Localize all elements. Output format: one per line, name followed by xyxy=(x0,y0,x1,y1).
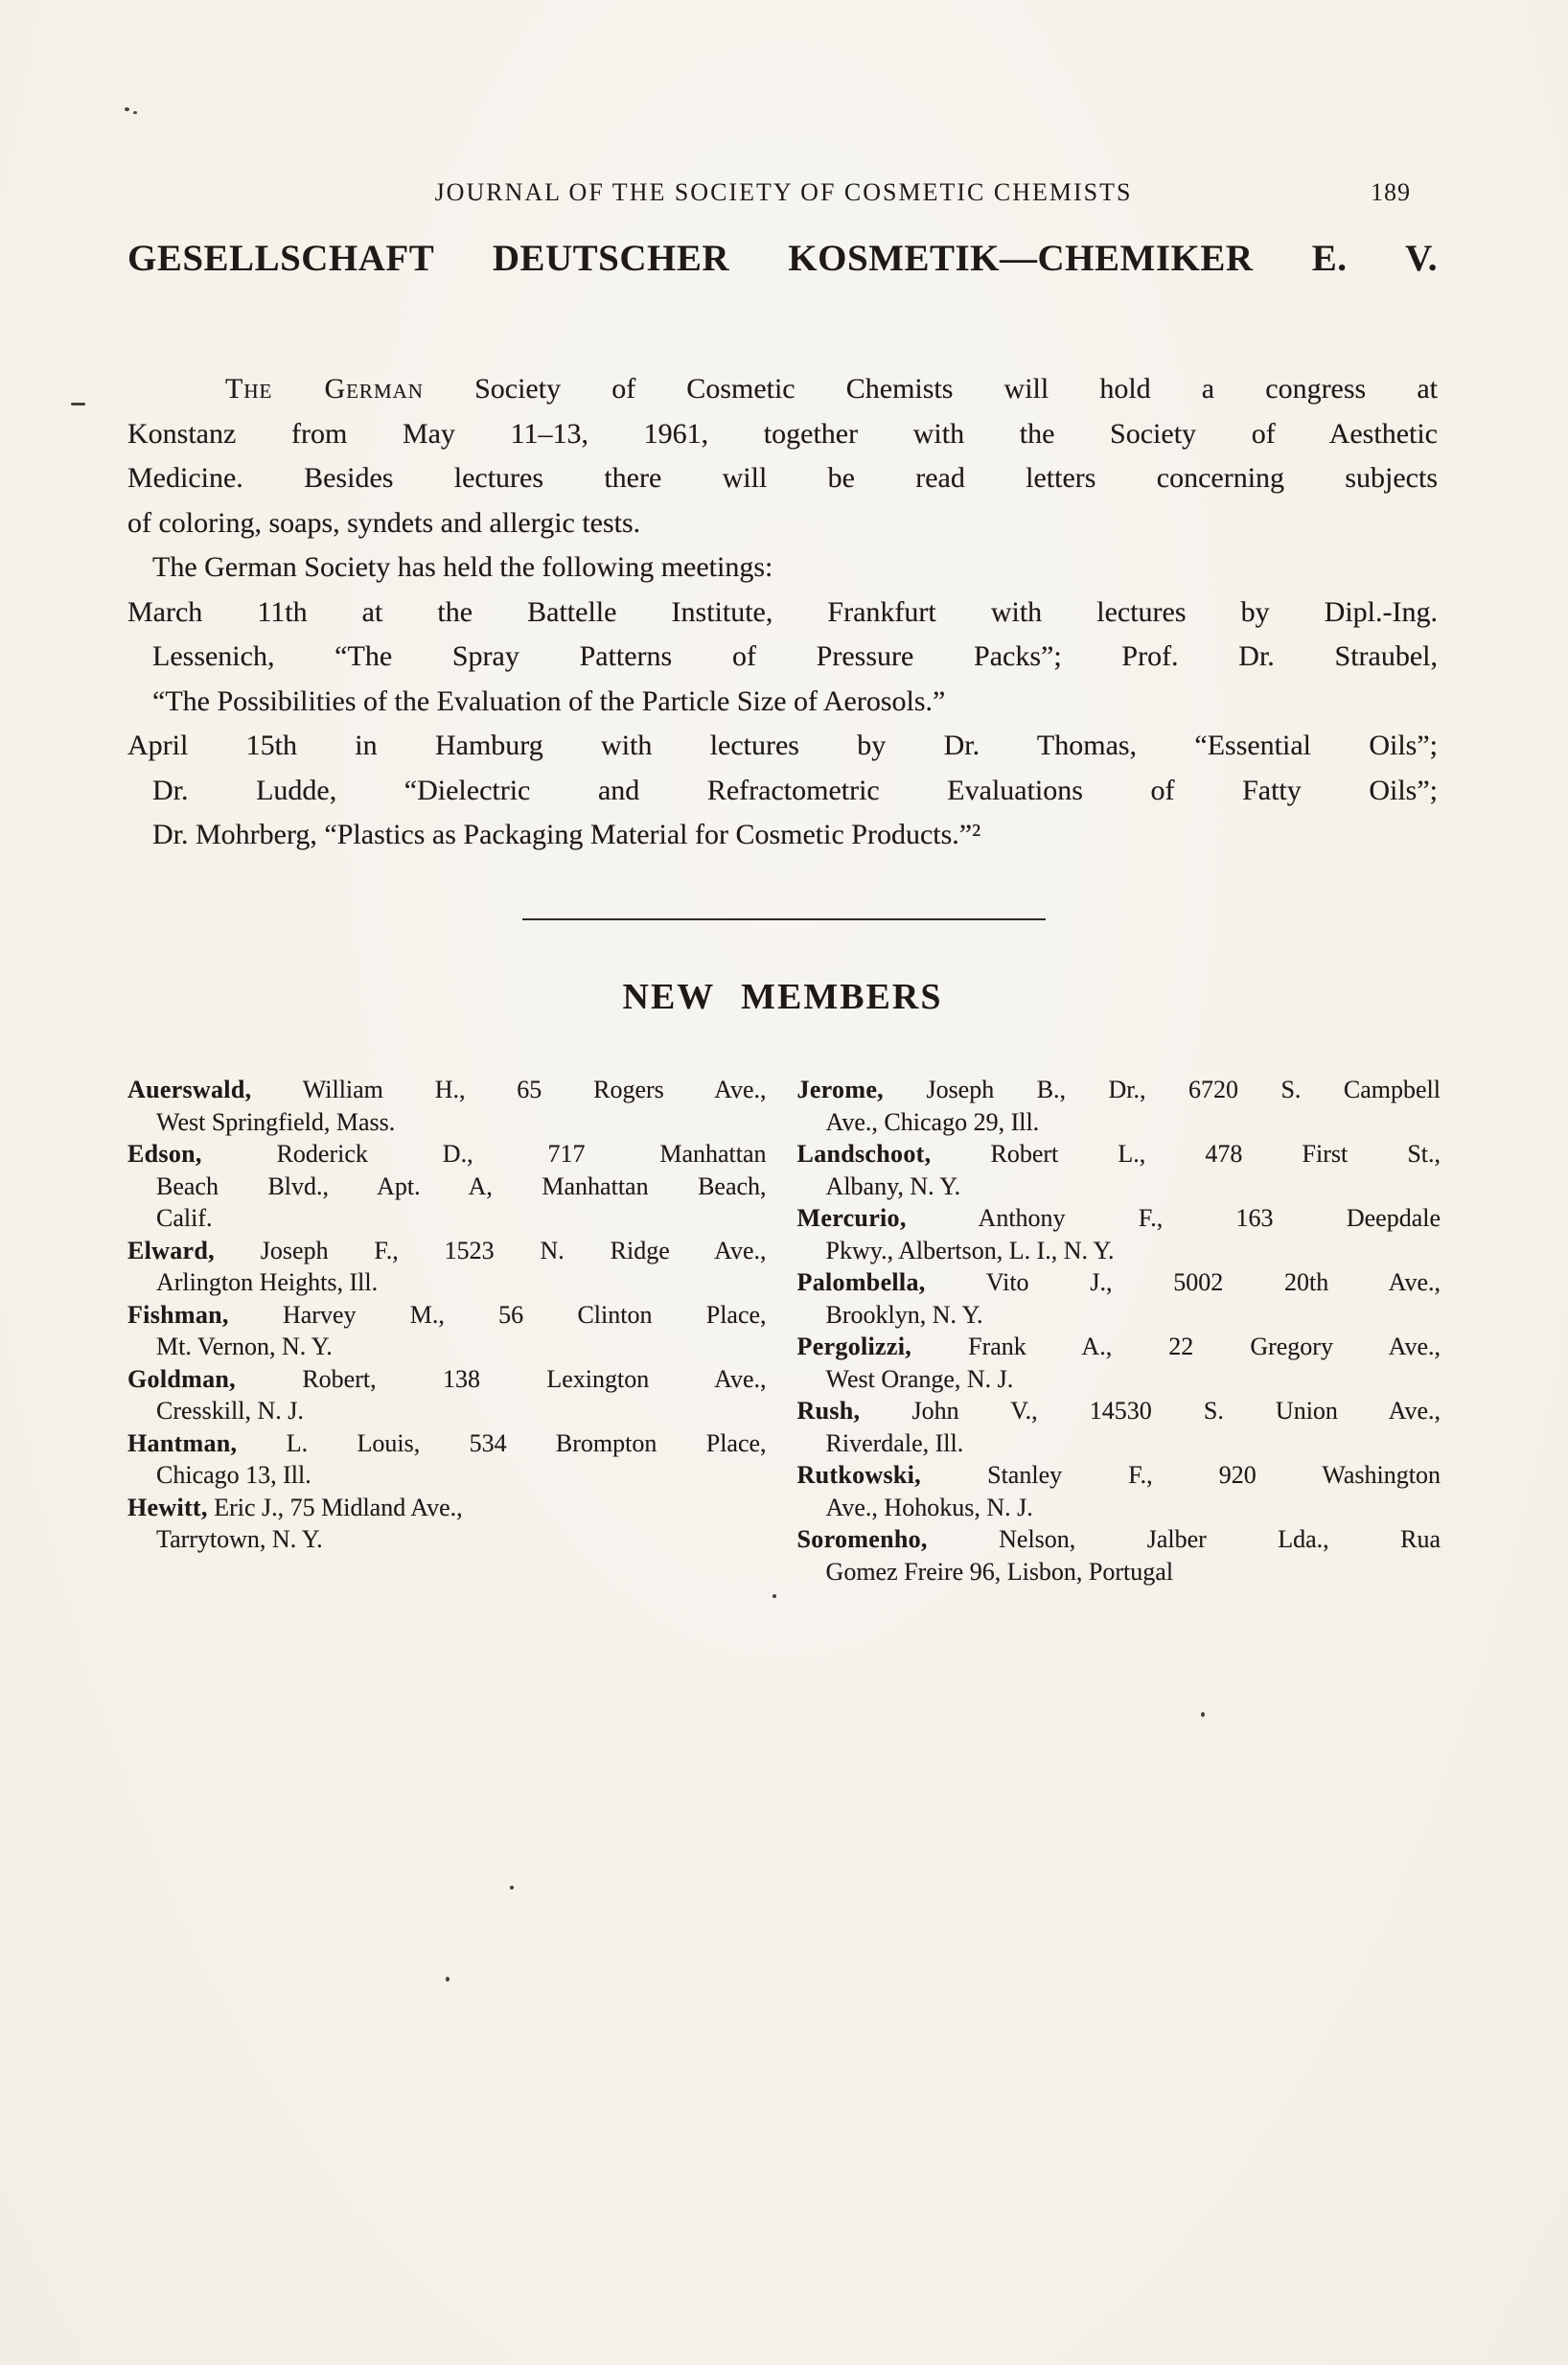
scan-speck xyxy=(1201,1712,1205,1717)
member-surname: Soromenho, xyxy=(796,1525,928,1553)
member-continuation-line: Brooklyn, N. Y. xyxy=(825,1300,983,1329)
member-surname: Elward, xyxy=(127,1236,215,1264)
body-line: The German Society of Cosmetic Chemists will hold a congress at xyxy=(225,373,1438,405)
member-surname: Mercurio, xyxy=(796,1204,907,1232)
scan-speck xyxy=(772,1594,776,1598)
member-first-line: Palombella, Vito J., 5002 20th Ave., xyxy=(796,1268,1441,1296)
body-line: of coloring, soaps, syndets and allergic tests. xyxy=(127,506,641,539)
body-line: The German Society has held the following meetings: xyxy=(152,551,773,583)
member-continuation-line: West Orange, N. J. xyxy=(825,1364,1014,1393)
member-continuation-line: West Springfield, Mass. xyxy=(156,1107,396,1136)
scan-speck xyxy=(125,107,129,111)
member-first-line: Pergolizzi, Frank A., 22 Gregory Ave., xyxy=(796,1333,1441,1360)
members-column-right xyxy=(797,1074,1441,1588)
member-continuation-line: Gomez Freire 96, Lisbon, Portugal xyxy=(825,1557,1174,1586)
member-first-line: Mercurio, Anthony F., 163 Deepdale xyxy=(796,1204,1441,1232)
member-surname: Edson, xyxy=(127,1140,202,1168)
member-continuation-line: Albany, N. Y. xyxy=(825,1171,961,1200)
member-surname: Rush, xyxy=(796,1397,861,1425)
member-first-line: Landschoot, Robert L., 478 First St., xyxy=(796,1140,1441,1168)
member-first-line: Elward, Joseph F., 1523 N. Ridge Ave., xyxy=(127,1236,767,1264)
member-continuation-line: Calif. xyxy=(156,1204,213,1232)
scan-speck xyxy=(71,403,85,406)
member-surname: Landschoot, xyxy=(796,1140,932,1168)
member-continuation-line: Riverdale, Ill. xyxy=(825,1428,964,1457)
section-divider-rule xyxy=(522,918,1046,920)
new-members-list xyxy=(127,1074,1441,1588)
member-first-line: Hewitt, Eric J., 75 Midland Ave., xyxy=(127,1493,463,1521)
member-continuation-line: Beach Blvd., Apt. A, Manhattan Beach, xyxy=(156,1171,767,1200)
member-entry xyxy=(127,1492,767,1556)
member-surname: Rutkowski, xyxy=(796,1461,921,1489)
member-surname: Auerswald, xyxy=(127,1076,252,1103)
member-continuation-line: Arlington Heights, Ill. xyxy=(156,1268,379,1296)
member-surname: Fishman, xyxy=(127,1300,229,1329)
page-number: 189 xyxy=(1371,178,1411,206)
scan-speck xyxy=(446,1977,450,1982)
body-line: Konstanz from May 11–13, 1961, together with the Society of Aesthetic xyxy=(127,417,1438,450)
member-first-line: Soromenho, Nelson, Jalber Lda., Rua xyxy=(796,1525,1441,1553)
article-body xyxy=(127,367,1438,858)
member-entry xyxy=(797,1523,1441,1588)
member-first-line: Goldman, Robert, 138 Lexington Ave., xyxy=(127,1364,767,1393)
member-entry xyxy=(127,1363,767,1427)
member-entry xyxy=(127,1299,767,1363)
article-title: GESELLSCHAFT DEUTSCHER KOSMETIK—CHEMIKER E. V. xyxy=(127,238,1438,279)
member-surname: Pergolizzi, xyxy=(796,1333,912,1360)
member-surname: Hewitt, xyxy=(127,1493,208,1521)
member-continuation-line: Ave., Hohokus, N. J. xyxy=(825,1493,1033,1521)
member-first-line: Jerome, Joseph B., Dr., 6720 S. Campbell xyxy=(796,1076,1441,1103)
member-continuation-line: Ave., Chicago 29, Ill. xyxy=(825,1107,1040,1136)
body-line: March 11th at the Battelle Institute, Frankfurt with lectures by Dipl.-Ing. xyxy=(127,595,1438,628)
journal-title: JOURNAL OF THE SOCIETY OF COSMETIC CHEMISTS xyxy=(434,178,1133,206)
scan-speck xyxy=(510,1886,514,1890)
new-members-heading: NEW MEMBERS xyxy=(622,977,943,1017)
member-continuation-line: Pkwy., Albertson, L. I., N. Y. xyxy=(825,1236,1115,1264)
member-entry xyxy=(127,1074,767,1138)
member-entry xyxy=(797,1266,1441,1331)
member-continuation-line: Tarrytown, N. Y. xyxy=(156,1525,323,1553)
member-entry xyxy=(127,1427,767,1492)
member-continuation-line: Cresskill, N. J. xyxy=(156,1397,304,1425)
members-column-left xyxy=(127,1074,767,1588)
running-head xyxy=(129,178,1438,207)
member-entry xyxy=(797,1202,1441,1266)
member-first-line: Edson, Roderick D., 717 Manhattan xyxy=(127,1140,767,1168)
member-entry xyxy=(797,1395,1441,1459)
scan-speck xyxy=(133,111,137,114)
member-entry xyxy=(127,1235,767,1299)
member-entry xyxy=(797,1074,1441,1138)
body-line: Lessenich, “The Spray Patterns of Pressure Packs”; Prof. Dr. Straubel, xyxy=(152,640,1438,672)
member-surname: Jerome, xyxy=(796,1076,884,1103)
body-line: “The Possibilities of the Evaluation of the Particle Size of Aerosols.” xyxy=(152,684,946,717)
body-line: Medicine. Besides lectures there will be read letters concerning subjects xyxy=(127,462,1438,494)
member-surname: Goldman, xyxy=(127,1364,236,1393)
small-caps-lead: The German xyxy=(225,373,424,405)
member-first-line: Hantman, L. Louis, 534 Brompton Place, xyxy=(127,1428,767,1457)
member-continuation-line: Mt. Vernon, N. Y. xyxy=(156,1333,333,1360)
member-continuation-line: Chicago 13, Ill. xyxy=(156,1461,311,1489)
member-entry xyxy=(797,1331,1441,1395)
member-first-line: Auerswald, William H., 65 Rogers Ave., xyxy=(127,1076,767,1103)
body-line: April 15th in Hamburg with lectures by Dr. Thomas, “Essential Oils”; xyxy=(127,730,1438,761)
body-line: Dr. Mohrberg, “Plastics as Packaging Material for Cosmetic Products.”² xyxy=(152,819,981,850)
body-line: Dr. Ludde, “Dielectric and Refractometric Evaluations of Fatty Oils”; xyxy=(152,774,1438,806)
member-surname: Hantman, xyxy=(127,1428,238,1457)
member-first-line: Rutkowski, Stanley F., 920 Washington xyxy=(796,1461,1441,1489)
member-entry xyxy=(797,1138,1441,1202)
member-first-line: Fishman, Harvey M., 56 Clinton Place, xyxy=(127,1300,767,1329)
member-entry xyxy=(127,1138,767,1235)
member-first-line: Rush, John V., 14530 S. Union Ave., xyxy=(796,1397,1441,1425)
member-entry xyxy=(797,1459,1441,1523)
member-surname: Palombella, xyxy=(796,1268,926,1296)
